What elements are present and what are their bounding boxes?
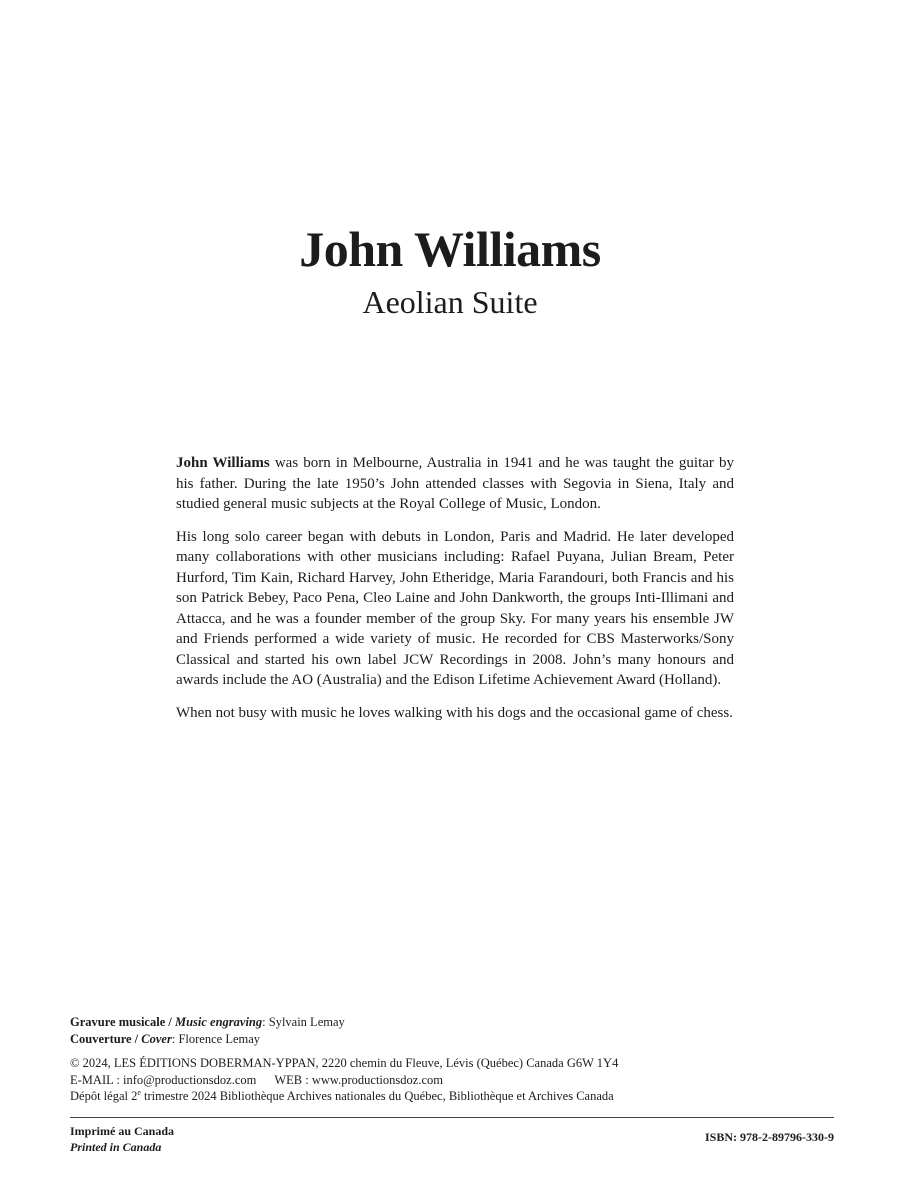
page-subtitle: Aeolian Suite xyxy=(362,284,538,320)
cover-label-en: Cover xyxy=(141,1031,172,1046)
cover-label-fr: Couverture / xyxy=(70,1031,142,1046)
cover-credit xyxy=(70,1031,834,1048)
biography xyxy=(176,453,734,735)
isbn: ISBN: 978-2-89796-330-9 xyxy=(705,1130,834,1144)
bio-paragraph-1-text: was born in Melbourne, Australia in 1941 and he was taught the guitar by his father. During the late 1950’s John attended classes with Segovia in Siena, Italy and studied general music subjects at the Royal College of Music, London. xyxy=(176,455,734,512)
credits-block xyxy=(70,1014,834,1105)
title-block xyxy=(0,222,900,321)
engraving-credit xyxy=(70,1014,834,1031)
printed-fr: Imprimé au Canada xyxy=(70,1124,175,1138)
footer-divider xyxy=(70,1117,834,1118)
cover-value: : Florence Lemay xyxy=(171,1031,261,1046)
web-text: WEB : www.productionsdoz.com xyxy=(274,1072,443,1087)
engraving-label-en: Music engraving xyxy=(174,1015,263,1029)
bio-name: John Williams xyxy=(176,455,270,471)
legal-deposit-line: Dépôt légal 2e trimestre 2024 Bibliothèque Archives nationales du Québec, Bibliothèque et Archives Canada xyxy=(70,1087,614,1103)
engraving-value: : Sylvain Lemay xyxy=(262,1015,345,1029)
email-text: E-MAIL : info@productionsdoz.com xyxy=(70,1072,257,1087)
printed-en: Printed in Canada xyxy=(70,1139,162,1154)
contact-line xyxy=(70,1072,834,1089)
bio-paragraph-1 xyxy=(176,453,734,515)
copyright-line: © 2024, LES ÉDITIONS DOBERMAN-YPPAN, 2220 chemin du Fleuve, Lévis (Québec) Canada G6W 1Y4 xyxy=(70,1056,619,1070)
engraving-label-fr: Gravure musicale / xyxy=(70,1015,175,1029)
page-title: John Williams xyxy=(299,221,601,277)
printed-in xyxy=(70,1124,174,1155)
bio-paragraph-2: His long solo career began with debuts in London, Paris and Madrid. He later developed many collaborations with other musicians including: Rafael Puyana, Julian Bream, Peter Hurford, Tim Kain, Richard Harvey, John Etheridge, Maria Farandouri, both Francis and his son Patrick Bebey, Paco Pena, Cleo Laine and John Dankworth, the groups Inti-Illimani and Attacca, and he was a founder member of the group Sky. For many years his ensemble JW and Friends performed a wide variety of music. He recorded for CBS Masterworks/Sony Classical and started his own label JCW Recordings in 2008. John’s many honours and awards include the AO (Australia) and the Edison Lifetime Achievement Award (Holland). xyxy=(176,528,734,688)
bio-paragraph-3: When not busy with music he loves walking with his dogs and the occasional game of chess. xyxy=(176,704,733,721)
